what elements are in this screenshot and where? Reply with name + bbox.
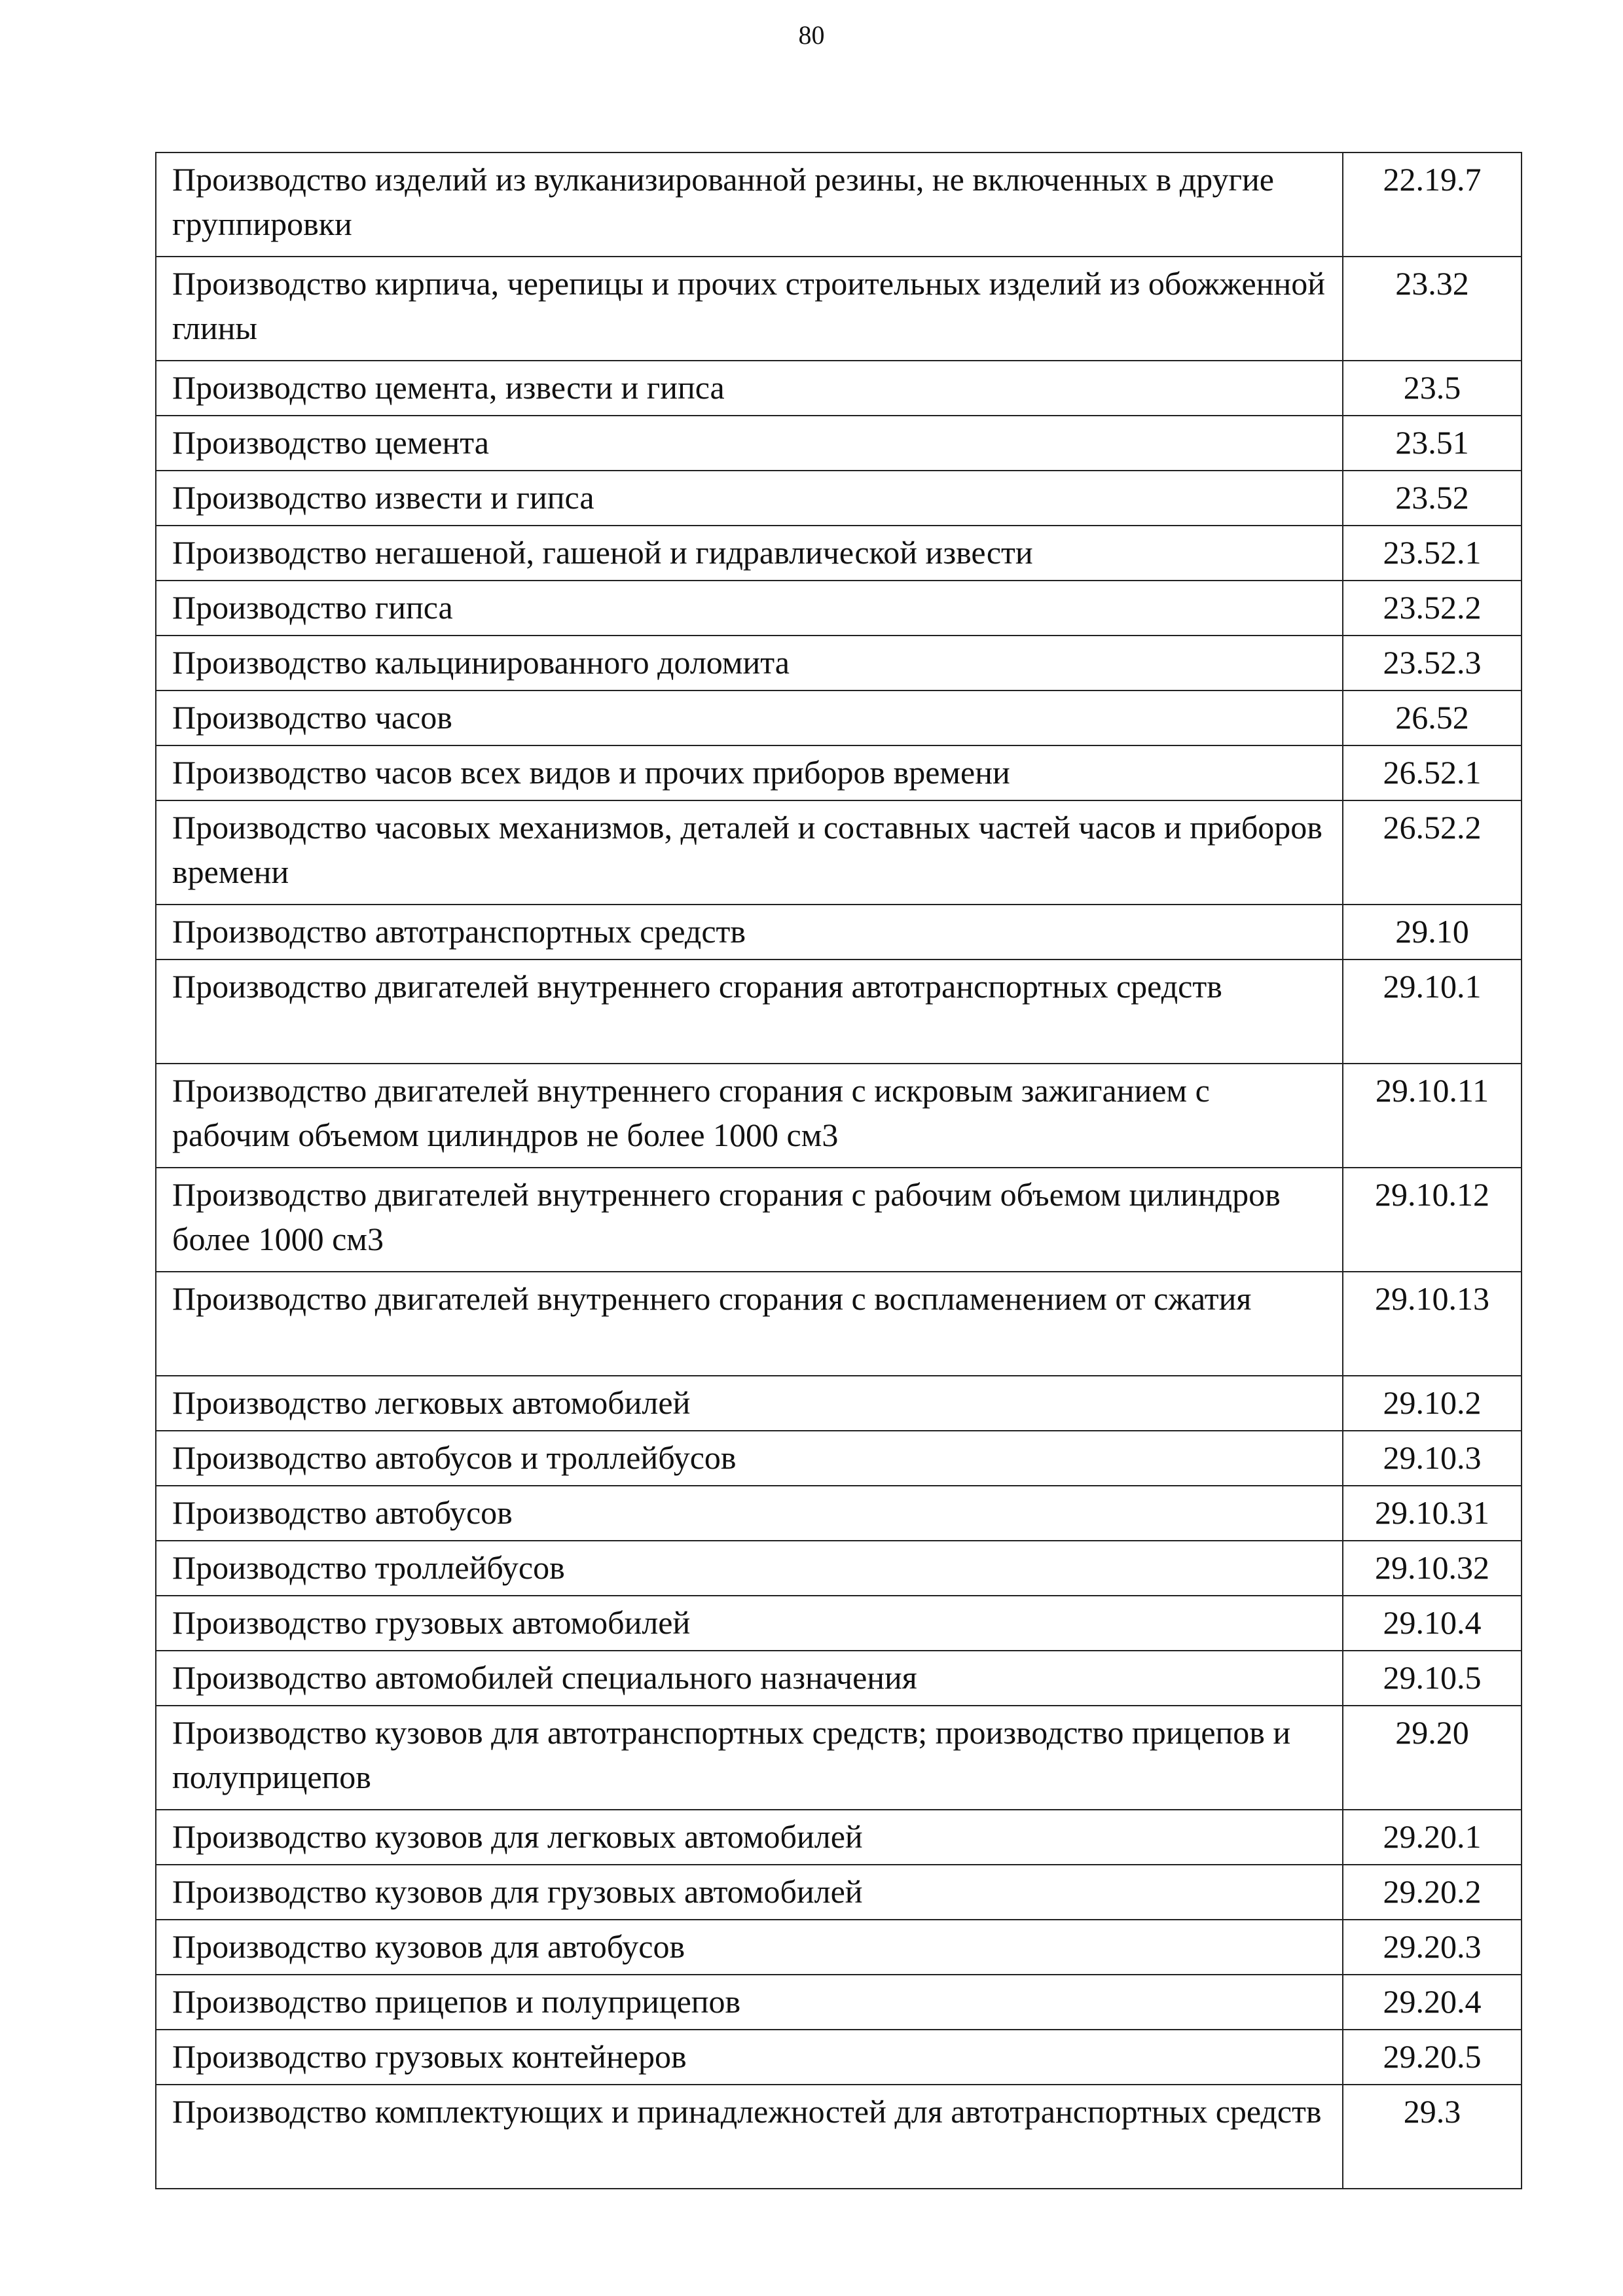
activity-code-cell: 23.51 [1343,416,1522,471]
activity-code-cell: 29.10 [1343,905,1522,960]
activity-name-cell: Производство грузовых контейнеров [156,2030,1343,2085]
activity-code-cell: 29.10.2 [1343,1376,1522,1431]
activity-code-cell: 29.10.12 [1343,1168,1522,1272]
activity-name-cell: Производство кальцинированного доломита [156,636,1343,691]
table-row [156,1865,1522,1920]
activity-code-cell: 29.10.11 [1343,1064,1522,1168]
table-row [156,152,1522,257]
activity-code-cell: 29.10.5 [1343,1651,1522,1706]
activity-name-cell: Производство автобусов и троллейбусов [156,1431,1343,1486]
activity-code-cell: 29.10.4 [1343,1596,1522,1651]
table-row [156,1376,1522,1431]
activity-name-cell: Производство цемента, извести и гипса [156,361,1343,416]
activity-name-cell: Производство двигателей внутреннего сгорания автотранспортных средств [156,960,1343,1064]
table-row [156,745,1522,800]
activity-code-cell: 29.20.3 [1343,1920,1522,1975]
activity-code-cell: 23.52 [1343,471,1522,526]
activity-code-cell: 23.52.3 [1343,636,1522,691]
activity-code-cell: 23.52.2 [1343,581,1522,636]
activity-name-cell: Производство двигателей внутреннего сгорания с рабочим объемом цилиндров более 1000 см3 [156,1168,1343,1272]
activity-name-cell: Производство цемента [156,416,1343,471]
table-row [156,905,1522,960]
activity-code-cell: 26.52.2 [1343,800,1522,905]
table-row [156,1975,1522,2030]
activity-code-cell: 29.10.32 [1343,1541,1522,1596]
activity-name-cell: Производство кузовов для легковых автомобилей [156,1810,1343,1865]
table-row [156,1596,1522,1651]
okved-table [155,152,1522,2189]
table-row [156,1431,1522,1486]
table-row [156,1272,1522,1376]
activity-name-cell: Производство двигателей внутреннего сгорания с искровым зажиганием с рабочим объемом цилиндров не более 1000 см3 [156,1064,1343,1168]
activity-code-cell: 29.20.5 [1343,2030,1522,2085]
activity-code-cell: 29.20.4 [1343,1975,1522,2030]
activity-code-cell: 29.20.2 [1343,1865,1522,1920]
table-row [156,471,1522,526]
activity-code-cell: 26.52.1 [1343,745,1522,800]
table-row [156,361,1522,416]
table-row [156,1486,1522,1541]
activity-code-cell: 29.10.1 [1343,960,1522,1064]
table-row [156,636,1522,691]
table-row [156,2085,1522,2189]
activity-code-cell: 29.3 [1343,2085,1522,2189]
table-row [156,1706,1522,1810]
activity-code-cell: 29.10.13 [1343,1272,1522,1376]
activity-code-cell: 22.19.7 [1343,152,1522,257]
page-number: 80 [798,20,825,50]
activity-name-cell: Производство часов всех видов и прочих приборов времени [156,745,1343,800]
activity-name-cell: Производство кирпича, черепицы и прочих строительных изделий из обожженной глины [156,257,1343,361]
activity-name-cell: Производство изделий из вулканизированной резины, не включенных в другие группировки [156,152,1343,257]
activity-name-cell: Производство негашеной, гашеной и гидравлической извести [156,526,1343,581]
activity-name-cell: Производство кузовов для автотранспортных средств; производство прицепов и полуприцепов [156,1706,1343,1810]
activity-name-cell: Производство автотранспортных средств [156,905,1343,960]
activity-code-cell: 29.10.3 [1343,1431,1522,1486]
activity-code-cell: 26.52 [1343,691,1522,745]
table-row [156,1920,1522,1975]
activity-name-cell: Производство легковых автомобилей [156,1376,1343,1431]
activity-name-cell: Производство комплектующих и принадлежностей для автотранспортных средств [156,2085,1343,2189]
table-row [156,416,1522,471]
activity-code-cell: 23.32 [1343,257,1522,361]
table-row [156,257,1522,361]
activity-name-cell: Производство кузовов для автобусов [156,1920,1343,1975]
table-row [156,2030,1522,2085]
activity-code-cell: 23.5 [1343,361,1522,416]
table-row [156,581,1522,636]
activity-name-cell: Производство троллейбусов [156,1541,1343,1596]
activity-code-cell: 29.20 [1343,1706,1522,1810]
table-row [156,1651,1522,1706]
table-row [156,1810,1522,1865]
activity-name-cell: Производство автомобилей специального назначения [156,1651,1343,1706]
activity-name-cell: Производство кузовов для грузовых автомобилей [156,1865,1343,1920]
table-row [156,526,1522,581]
table-row [156,800,1522,905]
activity-name-cell: Производство часов [156,691,1343,745]
table-row [156,1168,1522,1272]
table-row [156,1541,1522,1596]
activity-code-cell: 23.52.1 [1343,526,1522,581]
activity-name-cell: Производство двигателей внутреннего сгорания с воспламенением от сжатия [156,1272,1343,1376]
activity-name-cell: Производство автобусов [156,1486,1343,1541]
table-row [156,1064,1522,1168]
table-row [156,960,1522,1064]
activity-code-cell: 29.20.1 [1343,1810,1522,1865]
activity-name-cell: Производство грузовых автомобилей [156,1596,1343,1651]
activity-name-cell: Производство прицепов и полуприцепов [156,1975,1343,2030]
activity-name-cell: Производство часовых механизмов, деталей и составных частей часов и приборов времени [156,800,1343,905]
activity-name-cell: Производство извести и гипса [156,471,1343,526]
activity-name-cell: Производство гипса [156,581,1343,636]
table-row [156,691,1522,745]
activity-code-cell: 29.10.31 [1343,1486,1522,1541]
